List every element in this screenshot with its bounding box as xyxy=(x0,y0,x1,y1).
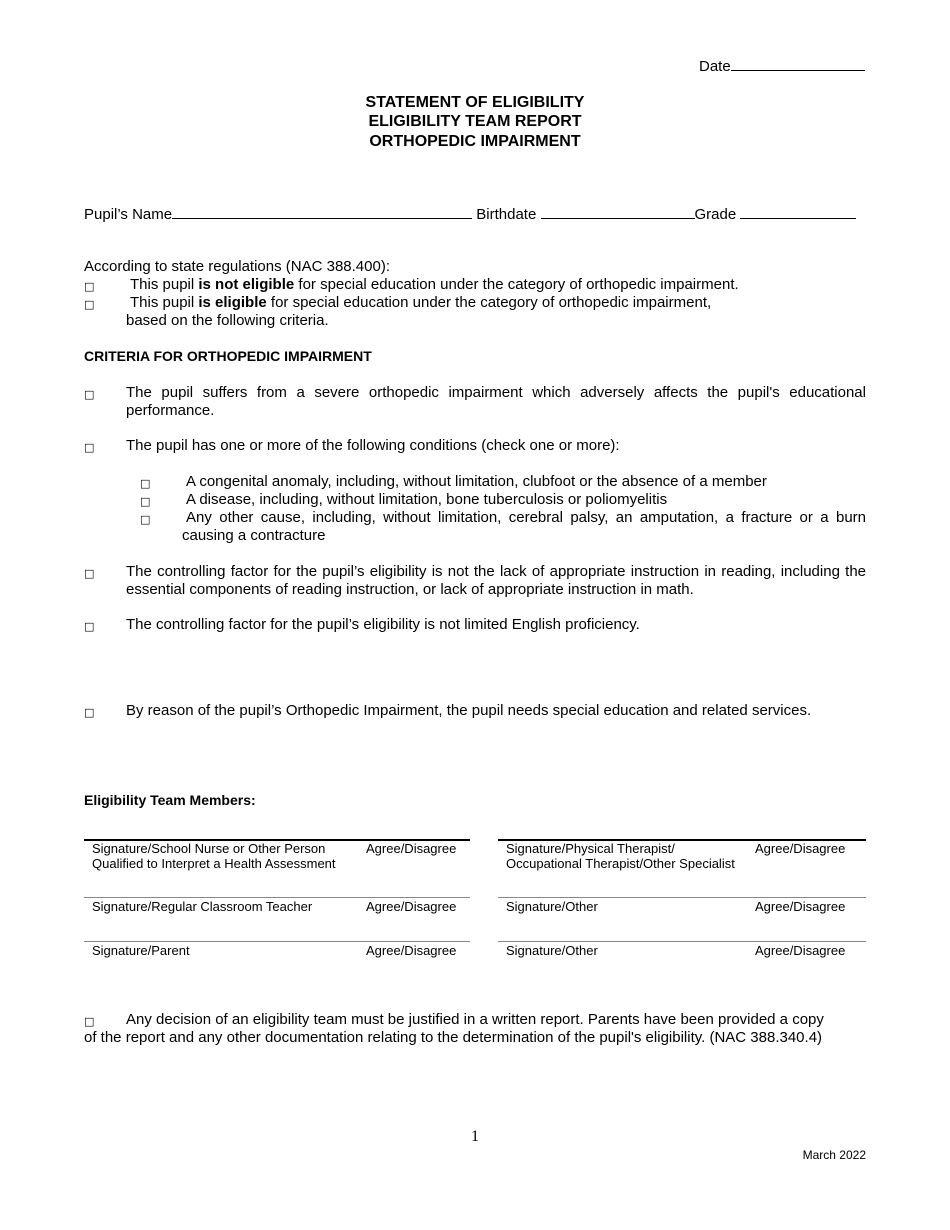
checkbox-justification[interactable]: □ xyxy=(84,1015,95,1028)
date-field[interactable] xyxy=(699,56,865,76)
agree-disagree-left-2: Agree/Disagree xyxy=(366,899,457,914)
signature-label-other-1: Signature/Other xyxy=(506,899,598,914)
sub-condition-1: A congenital anomaly, including, without limitation, clubfoot or the absence of a member xyxy=(186,473,767,490)
title-line-3: ORTHOPEDIC IMPAIRMENT xyxy=(369,133,581,150)
signature-line-left-3[interactable] xyxy=(84,941,470,942)
signature-label-nurse: Signature/School Nurse or Other Person Qualified to Interpret a Health Assessment xyxy=(92,841,336,871)
checkbox-criterion-4[interactable]: □ xyxy=(84,620,95,633)
grade-blank[interactable] xyxy=(740,204,856,219)
regulations-intro: According to state regulations (NAC 388.400): xyxy=(84,258,390,275)
signature-line-right-2[interactable] xyxy=(498,897,866,898)
criterion-2-text: The pupil has one or more of the following conditions (check one or more): xyxy=(126,437,620,454)
signature-label-other-2: Signature/Other xyxy=(506,943,598,958)
checkbox-sub-3[interactable]: □ xyxy=(140,513,151,526)
agree-disagree-right-3: Agree/Disagree xyxy=(755,943,846,958)
pupil-info-row xyxy=(84,204,874,224)
sub-condition-3-line1: Any other cause, including, without limitation, cerebral palsy, an amputation, a fracture or a burn xyxy=(186,509,866,526)
checkbox-not-eligible[interactable]: □ xyxy=(84,280,95,293)
criterion-3-text: The controlling factor for the pupil’s eligibility is not the lack of appropriate instruction in reading, including the essential components of reading instruction, or lack of appropriate instruction in math. xyxy=(126,563,866,598)
sub-condition-2: A disease, including, without limitation, bone tuberculosis or poliomyelitis xyxy=(186,491,668,508)
checkbox-criterion-2[interactable]: □ xyxy=(84,441,95,454)
criterion-5-text: By reason of the pupil’s Orthopedic Impairment, the pupil needs special education and related services. xyxy=(126,702,812,719)
checkbox-eligible[interactable]: □ xyxy=(84,298,95,311)
checkbox-criterion-3[interactable]: □ xyxy=(84,567,95,580)
signature-label-therapist: Signature/Physical Therapist/ Occupational Therapist/Other Specialist xyxy=(506,841,735,871)
date-label: Date xyxy=(699,58,731,75)
justification-line-1: Any decision of an eligibility team must be justified in a written report. Parents have been provided a copy xyxy=(126,1011,824,1028)
signature-line-right-3[interactable] xyxy=(498,941,866,942)
page-number: 1 xyxy=(471,1128,479,1145)
agree-disagree-right-2: Agree/Disagree xyxy=(755,899,846,914)
agree-disagree-right-1: Agree/Disagree xyxy=(755,841,846,856)
eligible-statement-cont: based on the following criteria. xyxy=(126,312,329,329)
sub-condition-3-line2: causing a contracture xyxy=(182,527,326,544)
criterion-1-text: The pupil suffers from a severe orthopedic impairment which adversely affects the pupil's educational performance. xyxy=(126,384,866,419)
birthdate-blank[interactable] xyxy=(541,204,695,219)
revision-date: March 2022 xyxy=(802,1148,866,1162)
criterion-4-text: The controlling factor for the pupil’s eligibility is not limited English proficiency. xyxy=(126,616,640,633)
title-line-2: ELIGIBILITY TEAM REPORT xyxy=(368,113,582,130)
agree-disagree-left-3: Agree/Disagree xyxy=(366,943,457,958)
grade-label: Grade xyxy=(694,206,737,223)
birthdate-label: Birthdate xyxy=(476,206,537,223)
signature-label-teacher: Signature/Regular Classroom Teacher xyxy=(92,899,313,914)
pupil-name-label: Pupil’s Name xyxy=(84,206,173,223)
team-heading: Eligibility Team Members: xyxy=(84,792,256,808)
checkbox-sub-1[interactable]: □ xyxy=(140,477,151,490)
date-blank[interactable] xyxy=(731,56,865,71)
signature-line-left-2[interactable] xyxy=(84,897,470,898)
agree-disagree-left-1: Agree/Disagree xyxy=(366,841,457,856)
pupil-name-blank[interactable] xyxy=(172,204,472,219)
checkbox-criterion-1[interactable]: □ xyxy=(84,388,95,401)
title-line-1: STATEMENT OF ELIGIBILITY xyxy=(365,94,585,111)
not-eligible-statement: This pupil is not eligible for special education under the category of orthopedic impairment. xyxy=(130,276,739,293)
checkbox-criterion-5[interactable]: □ xyxy=(84,706,95,719)
eligible-statement: This pupil is eligible for special education under the category of orthopedic impairment, xyxy=(130,294,712,311)
signature-label-parent: Signature/Parent xyxy=(92,943,190,958)
checkbox-sub-2[interactable]: □ xyxy=(140,495,151,508)
criteria-heading: CRITERIA FOR ORTHOPEDIC IMPAIRMENT xyxy=(84,348,372,364)
justification-line-2: of the report and any other documentation relating to the determination of the pupil's eligibility. (NAC 388.340.4) xyxy=(84,1029,823,1046)
